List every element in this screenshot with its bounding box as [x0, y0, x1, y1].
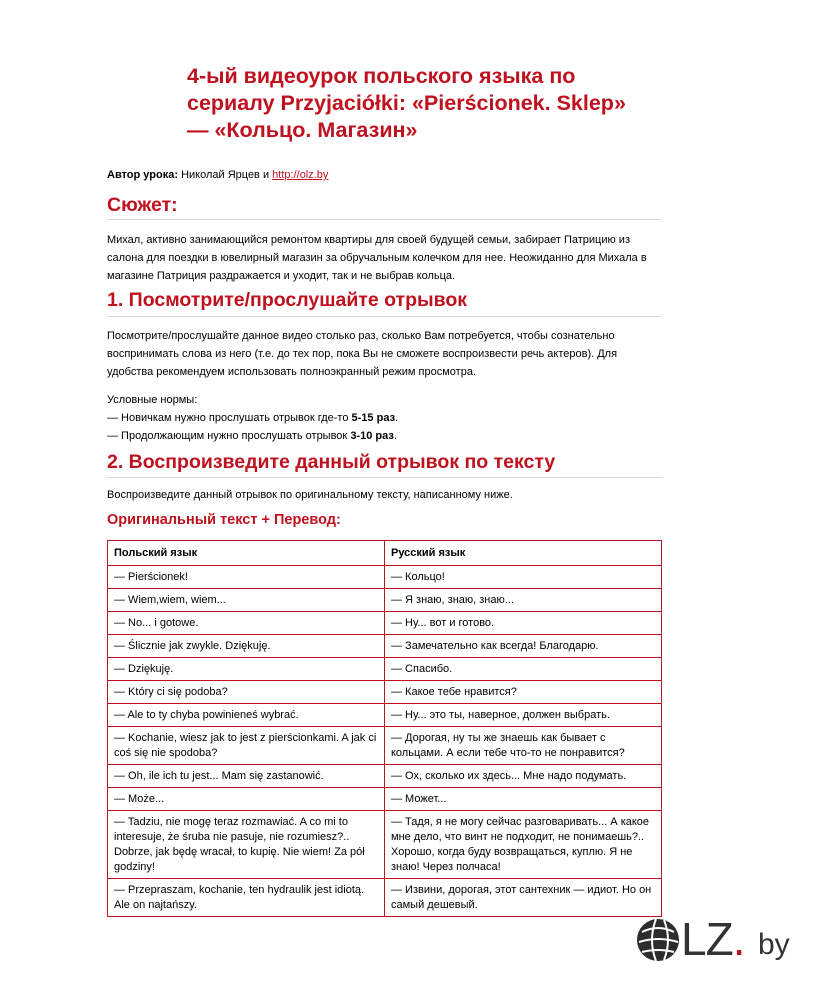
table-row	[108, 811, 662, 879]
plot-heading: Сюжет:	[107, 194, 178, 216]
polish-cell: — Ale to ty chyba powinieneś wybrać.	[108, 704, 385, 727]
norm-beginners: — Новичкам нужно прослушать отрывок где-то 5-15 раз.	[107, 412, 399, 424]
globe-icon	[634, 910, 684, 970]
logo-suffix: by	[758, 928, 790, 961]
russian-cell: — Может...	[385, 788, 662, 811]
author-label: Автор урока:	[107, 169, 178, 181]
divider	[107, 477, 662, 478]
russian-cell: — Тадя, я не могу сейчас разговаривать... А какое мне дело, что винт не подходит, не понимаешь?.. Хорошо, когда буду возвращаться, куплю. Я не знаю! Через полчаса!	[385, 811, 662, 879]
russian-cell: — Ну... вот и готово.	[385, 612, 662, 635]
table-row	[108, 704, 662, 727]
author-line	[107, 169, 328, 181]
step1-text: Посмотрите/прослушайте данное видео столько раз, сколько Вам потребуется, чтобы сознательно воспринимать слова из него (т.е. до тех пор, пока Вы не сможете воспроизвести речь актеров). Для удобства рекомендуем использовать полноэкранный режим просмотра.	[107, 330, 618, 378]
russian-cell: — Ох, сколько их здесь... Мне надо подумать.	[385, 765, 662, 788]
author-name: Николай Ярцев и	[181, 169, 270, 181]
russian-cell: — Извини, дорогая, этот сантехник — идиот. Но он самый дешевый.	[385, 879, 662, 917]
norms-block	[107, 391, 662, 445]
table-row	[108, 658, 662, 681]
table-row	[108, 589, 662, 612]
russian-cell: — Какое тебе нравится?	[385, 681, 662, 704]
column-header-russian: Русский язык	[385, 541, 662, 566]
table-row	[108, 788, 662, 811]
transcript-subheading: Оригинальный текст + Перевод:	[107, 512, 341, 528]
polish-cell: — Pierścionek!	[108, 566, 385, 589]
polish-cell: — Tadziu, nie mogę teraz rozmawiać. A co mi to interesuje, że śruba nie pasuje, nie rozumiesz?.. Dobrze, jak będę wracał, to kupię. Nie wiem! Za pół godziny!	[108, 811, 385, 879]
table-row	[108, 765, 662, 788]
russian-cell: — Я знаю, знаю, знаю...	[385, 589, 662, 612]
table-header-row	[108, 541, 662, 566]
author-link[interactable]: http://olz.by	[272, 169, 329, 181]
russian-cell: — Ну... это ты, наверное, должен выбрать.	[385, 704, 662, 727]
divider	[107, 219, 662, 220]
divider	[107, 316, 662, 317]
olz-logo	[634, 908, 814, 978]
russian-cell: — Замечательно как всегда! Благодарю.	[385, 635, 662, 658]
polish-cell: — Oh, ile ich tu jest... Mam się zastanowić.	[108, 765, 385, 788]
polish-cell: — Dziękuję.	[108, 658, 385, 681]
russian-cell: — Кольцо!	[385, 566, 662, 589]
polish-cell: — Kochanie, wiesz jak to jest z pierścionkami. A jak ci coś się nie spodoba?	[108, 727, 385, 765]
polish-cell: — Może...	[108, 788, 385, 811]
table-row	[108, 879, 662, 917]
polish-cell: — Który ci się podoba?	[108, 681, 385, 704]
step2-heading: 2. Воспроизведите данный отрывок по тексту	[107, 451, 556, 473]
russian-cell: — Спасибо.	[385, 658, 662, 681]
polish-cell: — Ślicznie jak zwykle. Dziękuję.	[108, 635, 385, 658]
table-row	[108, 681, 662, 704]
table-row	[108, 612, 662, 635]
norms-label: Условные нормы:	[107, 394, 198, 406]
plot-text: Михал, активно занимающийся ремонтом квартиры для своей будущей семьи, забирает Патрицию из салона для поездки в ювелирный магазин за обручальным колечком для нее. Неожиданно для Михала в магазине Патриция раздражается и уходит, так и не выбрав кольца.	[107, 234, 647, 282]
transcript-table	[107, 540, 662, 917]
norm-continuing: — Продолжающим нужно прослушать отрывок 3-10 раз.	[107, 430, 397, 442]
table-row	[108, 566, 662, 589]
polish-cell: — Wiem,wiem, wiem...	[108, 589, 385, 612]
table-row	[108, 727, 662, 765]
step2-text: Воспроизведите данный отрывок по оригинальному тексту, написанному ниже.	[107, 489, 513, 501]
polish-cell: — No... i gotowe.	[108, 612, 385, 635]
russian-cell: — Дорогая, ну ты же знаешь как бывает с кольцами. А если тебе что-то не понравится?	[385, 727, 662, 765]
polish-cell: — Przepraszam, kochanie, ten hydraulik jest idiotą. Ale on najtańszy.	[108, 879, 385, 917]
transcript-rows	[108, 566, 662, 917]
table-row	[108, 635, 662, 658]
step1-heading: 1. Посмотрите/прослушайте отрывок	[107, 289, 468, 311]
column-header-polish: Польский язык	[108, 541, 385, 566]
logo-wordmark: LZ.	[681, 913, 745, 965]
page-title: 4-ый видеоурок польского языка по сериалу Przyjaciółki: «Pierścionek. Sklep» — «Кольцо. Магазин»	[187, 64, 626, 142]
